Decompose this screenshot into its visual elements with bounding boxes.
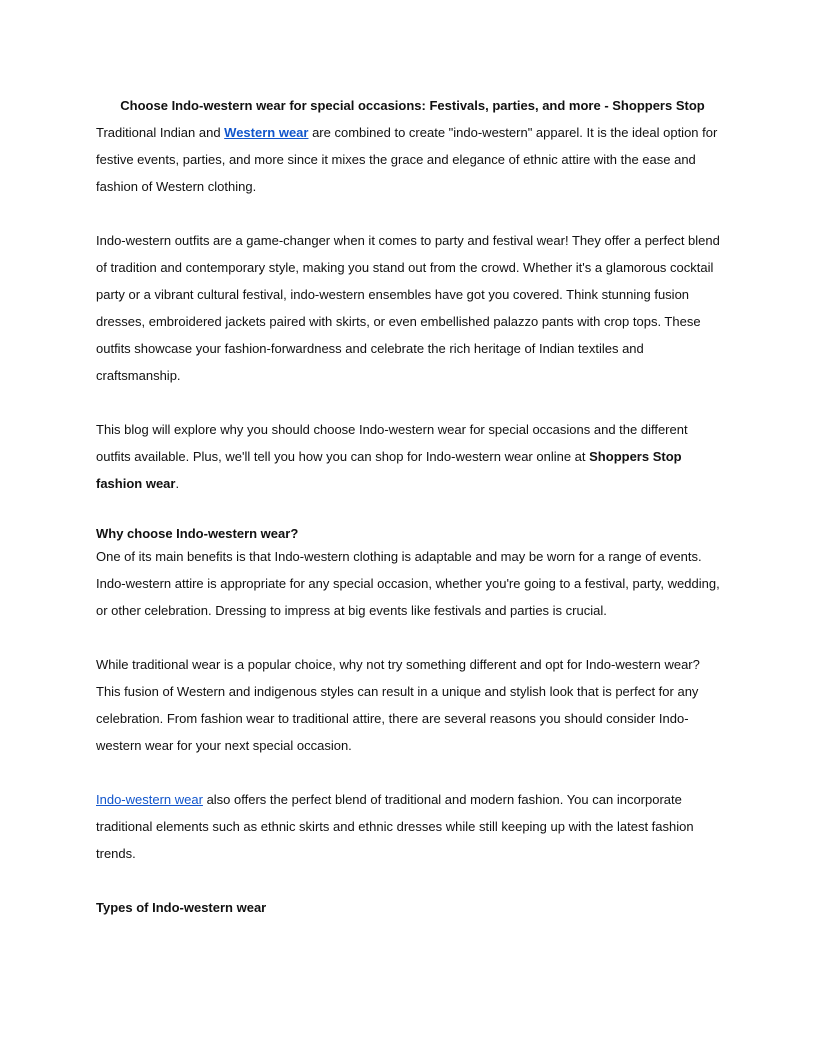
paragraph-spacer	[96, 867, 720, 894]
paragraph-spacer	[96, 497, 720, 524]
document-page	[96, 92, 720, 921]
intro-text-before-link: Traditional Indian and	[96, 125, 225, 140]
section-heading-why-choose: Why choose Indo-western wear?	[96, 526, 299, 541]
adaptable-paragraph: One of its main benefits is that Indo-western clothing is adaptable and may be worn for a range of events. Indo-western attire is appropriate for any special occasion, whether you're going to a festival, party, wedding, or other celebration. Dressing to impress at big events like festivals and parties is crucial.	[96, 549, 720, 618]
blend-paragraph	[96, 786, 720, 867]
overview-period: .	[175, 476, 180, 491]
blend-text: also offers the perfect blend of traditional and modern fashion. You can incorporate traditional elements such as ethnic skirts and ethnic dresses while still keeping up with the latest fashion trends.	[96, 792, 694, 861]
paragraph-spacer	[96, 759, 720, 786]
western-wear-link[interactable]: Western wear	[224, 125, 309, 140]
paragraph-spacer	[96, 389, 720, 416]
intro-paragraph	[96, 119, 720, 200]
party-festival-paragraph: Indo-western outfits are a game-changer when it comes to party and festival wear! They offer a perfect blend of tradition and contemporary style, making you stand out from the crowd. Whether it's a glamorous cocktail party or a vibrant cultural festival, indo-western ensembles have got you covered. Think stunning fusion dresses, embroidered jackets paired with skirts, or even embellished palazzo pants with crop tops. These outfits showcase your fashion-forwardness and celebrate the rich heritage of Indian textiles and craftsmanship.	[96, 233, 720, 383]
indo-western-wear-link[interactable]: Indo-western wear	[96, 792, 203, 807]
paragraph-spacer	[96, 200, 720, 227]
document-title: Choose Indo-western wear for special occasions: Festivals, parties, and more - Shoppers Stop	[120, 98, 705, 113]
try-something-different-paragraph: While traditional wear is a popular choice, why not try something different and opt for Indo-western wear? This fusion of Western and indigenous styles can result in a unique and stylish look that is perfect for any celebration. From fashion wear to traditional attire, there are several reasons you should consider Indo-western wear for your next special occasion.	[96, 657, 700, 753]
intro-text-after-link: are combined to create "indo-western" apparel. It is the ideal option for festive events, parties, and more since it mixes the grace and elegance of ethnic attire with the ease and fashion of Western clothing.	[96, 125, 718, 194]
paragraph-spacer	[96, 624, 720, 651]
blog-overview-paragraph	[96, 416, 720, 497]
shoppers-stop-bold-text: Shoppers Stop fashion wear	[96, 449, 682, 491]
overview-text: This blog will explore why you should choose Indo-western wear for special occasions and the different outfits available. Plus, we'll tell you how you can shop for Indo-western wear online at	[96, 422, 688, 464]
section-heading-types: Types of Indo-western wear	[96, 900, 267, 915]
